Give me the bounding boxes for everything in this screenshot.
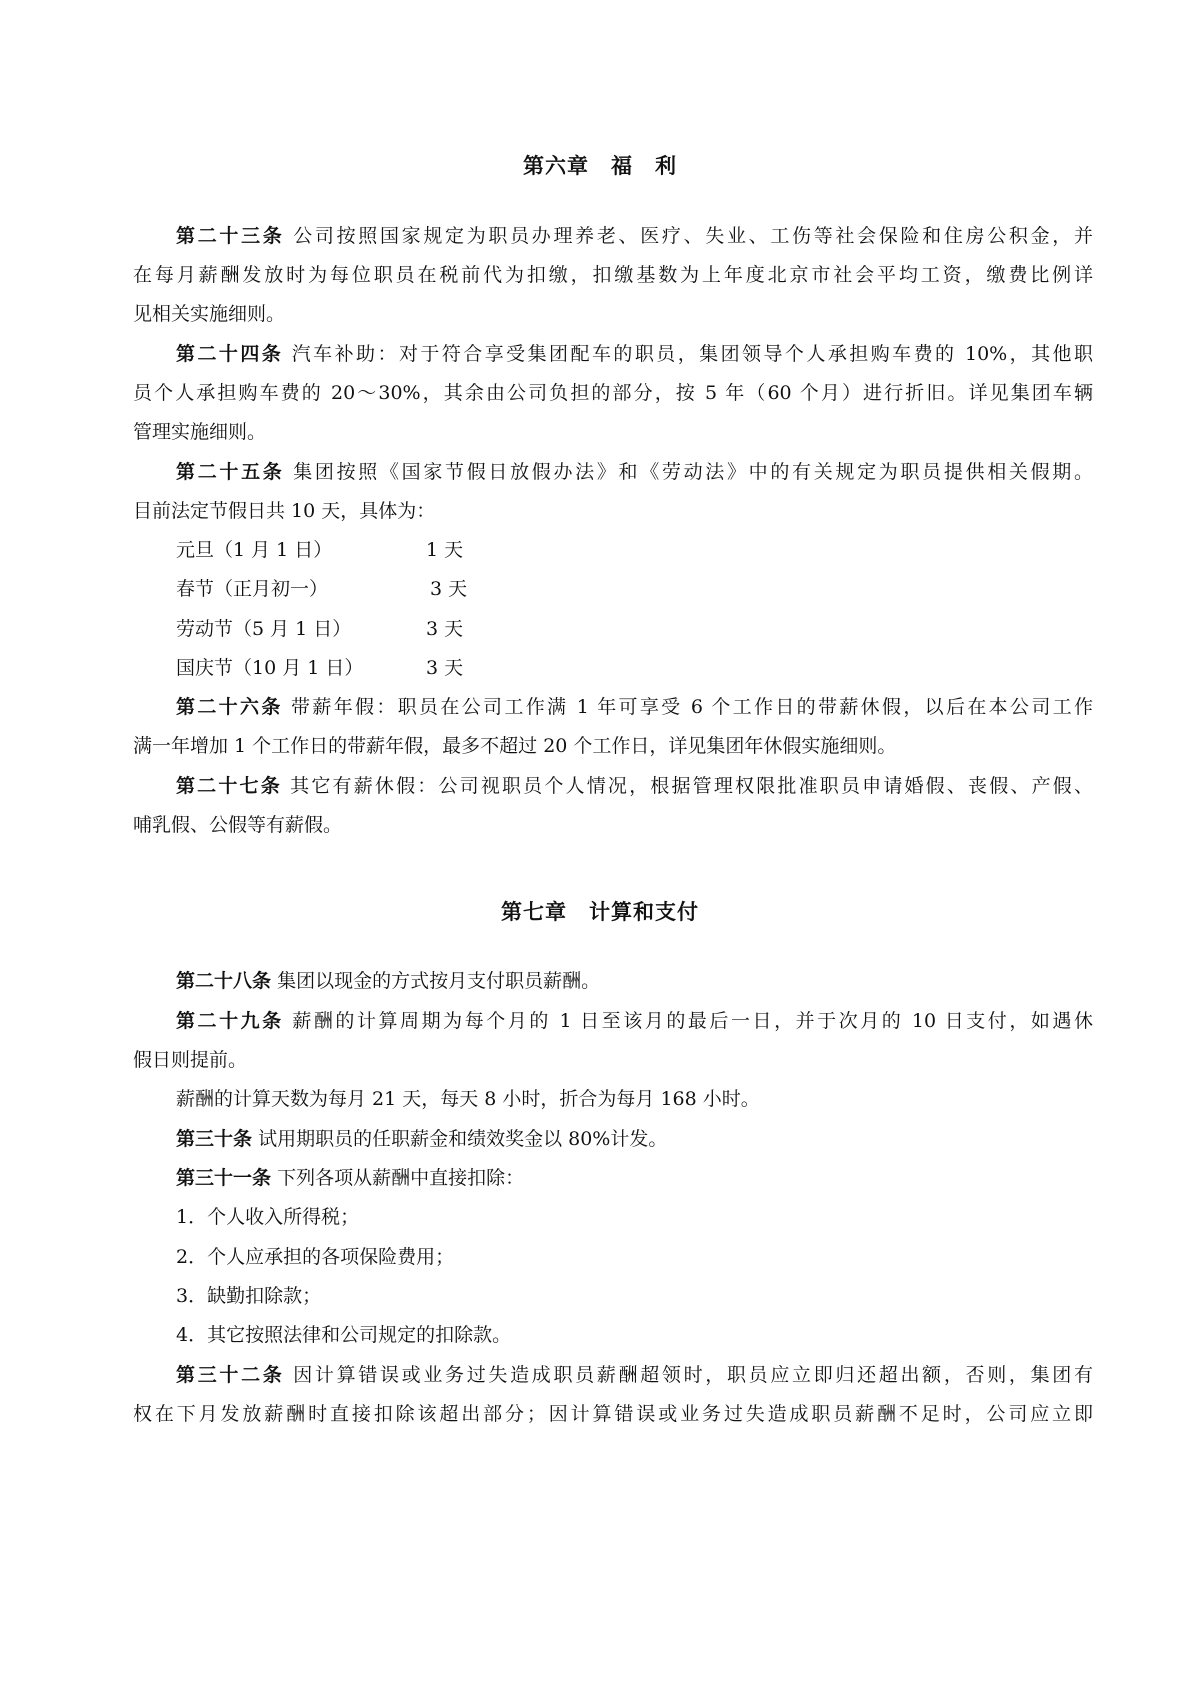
article-32-line-1: 第三十二条 因计算错误或业务过失造成职员薪酬超领时，职员应立即归还超出额，否则，集团有	[176, 1364, 1093, 1386]
article-31-line-1: 第三十一条 下列各项从薪酬中直接扣除：	[176, 1167, 525, 1189]
article-32-line-2: 权在下月发放薪酬时直接扣除该超出部分；因计算错误或业务过失造成职员薪酬不足时，公司应立即	[133, 1403, 1093, 1425]
article-23-line-2: 在每月薪酬发放时为每位职员在税前代为扣缴，扣缴基数为上年度北京市社会平均工资，缴费比例详	[133, 264, 1093, 286]
article-27-line-1: 第二十七条 其它有薪休假：公司视职员个人情况，根据管理权限批准职员申请婚假、丧假、产假、	[176, 775, 1093, 797]
article-26-line-2: 满一年增加 1 个工作日的带薪年假，最多不超过 20 个工作日，详见集团年休假实施细则。	[133, 735, 897, 757]
article-label: 第二十九条	[176, 1010, 284, 1032]
article-24-line-2: 员个人承担购车费的 20～30%，其余由公司负担的部分，按 5 年（60 个月）进行折旧。详见集团车辆	[133, 382, 1093, 404]
deduction-item: 1．个人收入所得税；	[176, 1206, 360, 1228]
deduction-item: 3．缺勤扣除款；	[176, 1285, 322, 1307]
holiday-name: 春节（正月初一）	[176, 578, 329, 600]
article-30-line-1: 第三十条 试用期职员的任职薪金和绩效奖金以 80%计发。	[176, 1128, 668, 1150]
holiday-days: 3 天	[426, 657, 464, 679]
article-29-note: 薪酬的计算天数为每月 21 天，每天 8 小时，折合为每月 168 小时。	[176, 1088, 760, 1110]
article-label: 第二十三条	[176, 225, 285, 247]
holiday-name: 劳动节（5 月 1 日）	[176, 618, 352, 640]
holiday-days: 1 天	[426, 539, 464, 561]
deduction-item: 2．个人应承担的各项保险费用；	[176, 1246, 455, 1268]
article-label: 第二十五条	[176, 461, 285, 483]
holiday-name: 元旦（1 月 1 日）	[176, 539, 333, 561]
article-24-line-3: 管理实施细则。	[133, 421, 267, 443]
chapter-title: 第六章 福 利	[523, 154, 677, 178]
article-label: 第三十条	[176, 1128, 253, 1150]
holiday-name: 国庆节（10 月 1 日）	[176, 657, 364, 679]
article-label: 第三十一条	[176, 1167, 272, 1189]
article-label: 第二十七条	[176, 775, 282, 797]
article-29-line-1: 第二十九条 薪酬的计算周期为每个月的 1 日至该月的最后一日，并于次月的 10 日支付，如遇休	[176, 1010, 1093, 1032]
article-23-line-1: 第二十三条 公司按照国家规定为职员办理养老、医疗、失业、工伤等社会保险和住房公积金，并	[176, 225, 1093, 247]
chapter-title: 第七章 计算和支付	[501, 900, 699, 924]
article-25-line-2: 目前法定节假日共 10 天，具体为：	[133, 500, 436, 522]
article-23-line-3: 见相关实施细则。	[133, 303, 286, 325]
deduction-item: 4．其它按照法律和公司规定的扣除款。	[176, 1324, 512, 1346]
article-29-line-2: 假日则提前。	[133, 1049, 248, 1071]
article-label: 第二十六条	[176, 696, 283, 718]
holiday-days: 3 天	[430, 578, 468, 600]
article-label: 第二十八条	[176, 970, 272, 992]
article-label: 第三十二条	[176, 1364, 285, 1386]
article-25-line-1: 第二十五条 集团按照《国家节假日放假办法》和《劳动法》中的有关规定为职员提供相关假期。	[176, 461, 1093, 483]
article-27-line-2: 哺乳假、公假等有薪假。	[133, 814, 343, 836]
article-label: 第二十四条	[176, 343, 284, 365]
holiday-days: 3 天	[426, 618, 464, 640]
article-24-line-1: 第二十四条 汽车补助：对于符合享受集团配车的职员，集团领导个人承担购车费的 10%，其他职	[176, 343, 1093, 365]
article-28-line-1: 第二十八条 集团以现金的方式按月支付职员薪酬。	[176, 970, 601, 992]
article-26-line-1: 第二十六条 带薪年假：职员在公司工作满 1 年可享受 6 个工作日的带薪休假，以后在本公司工作	[176, 696, 1093, 718]
